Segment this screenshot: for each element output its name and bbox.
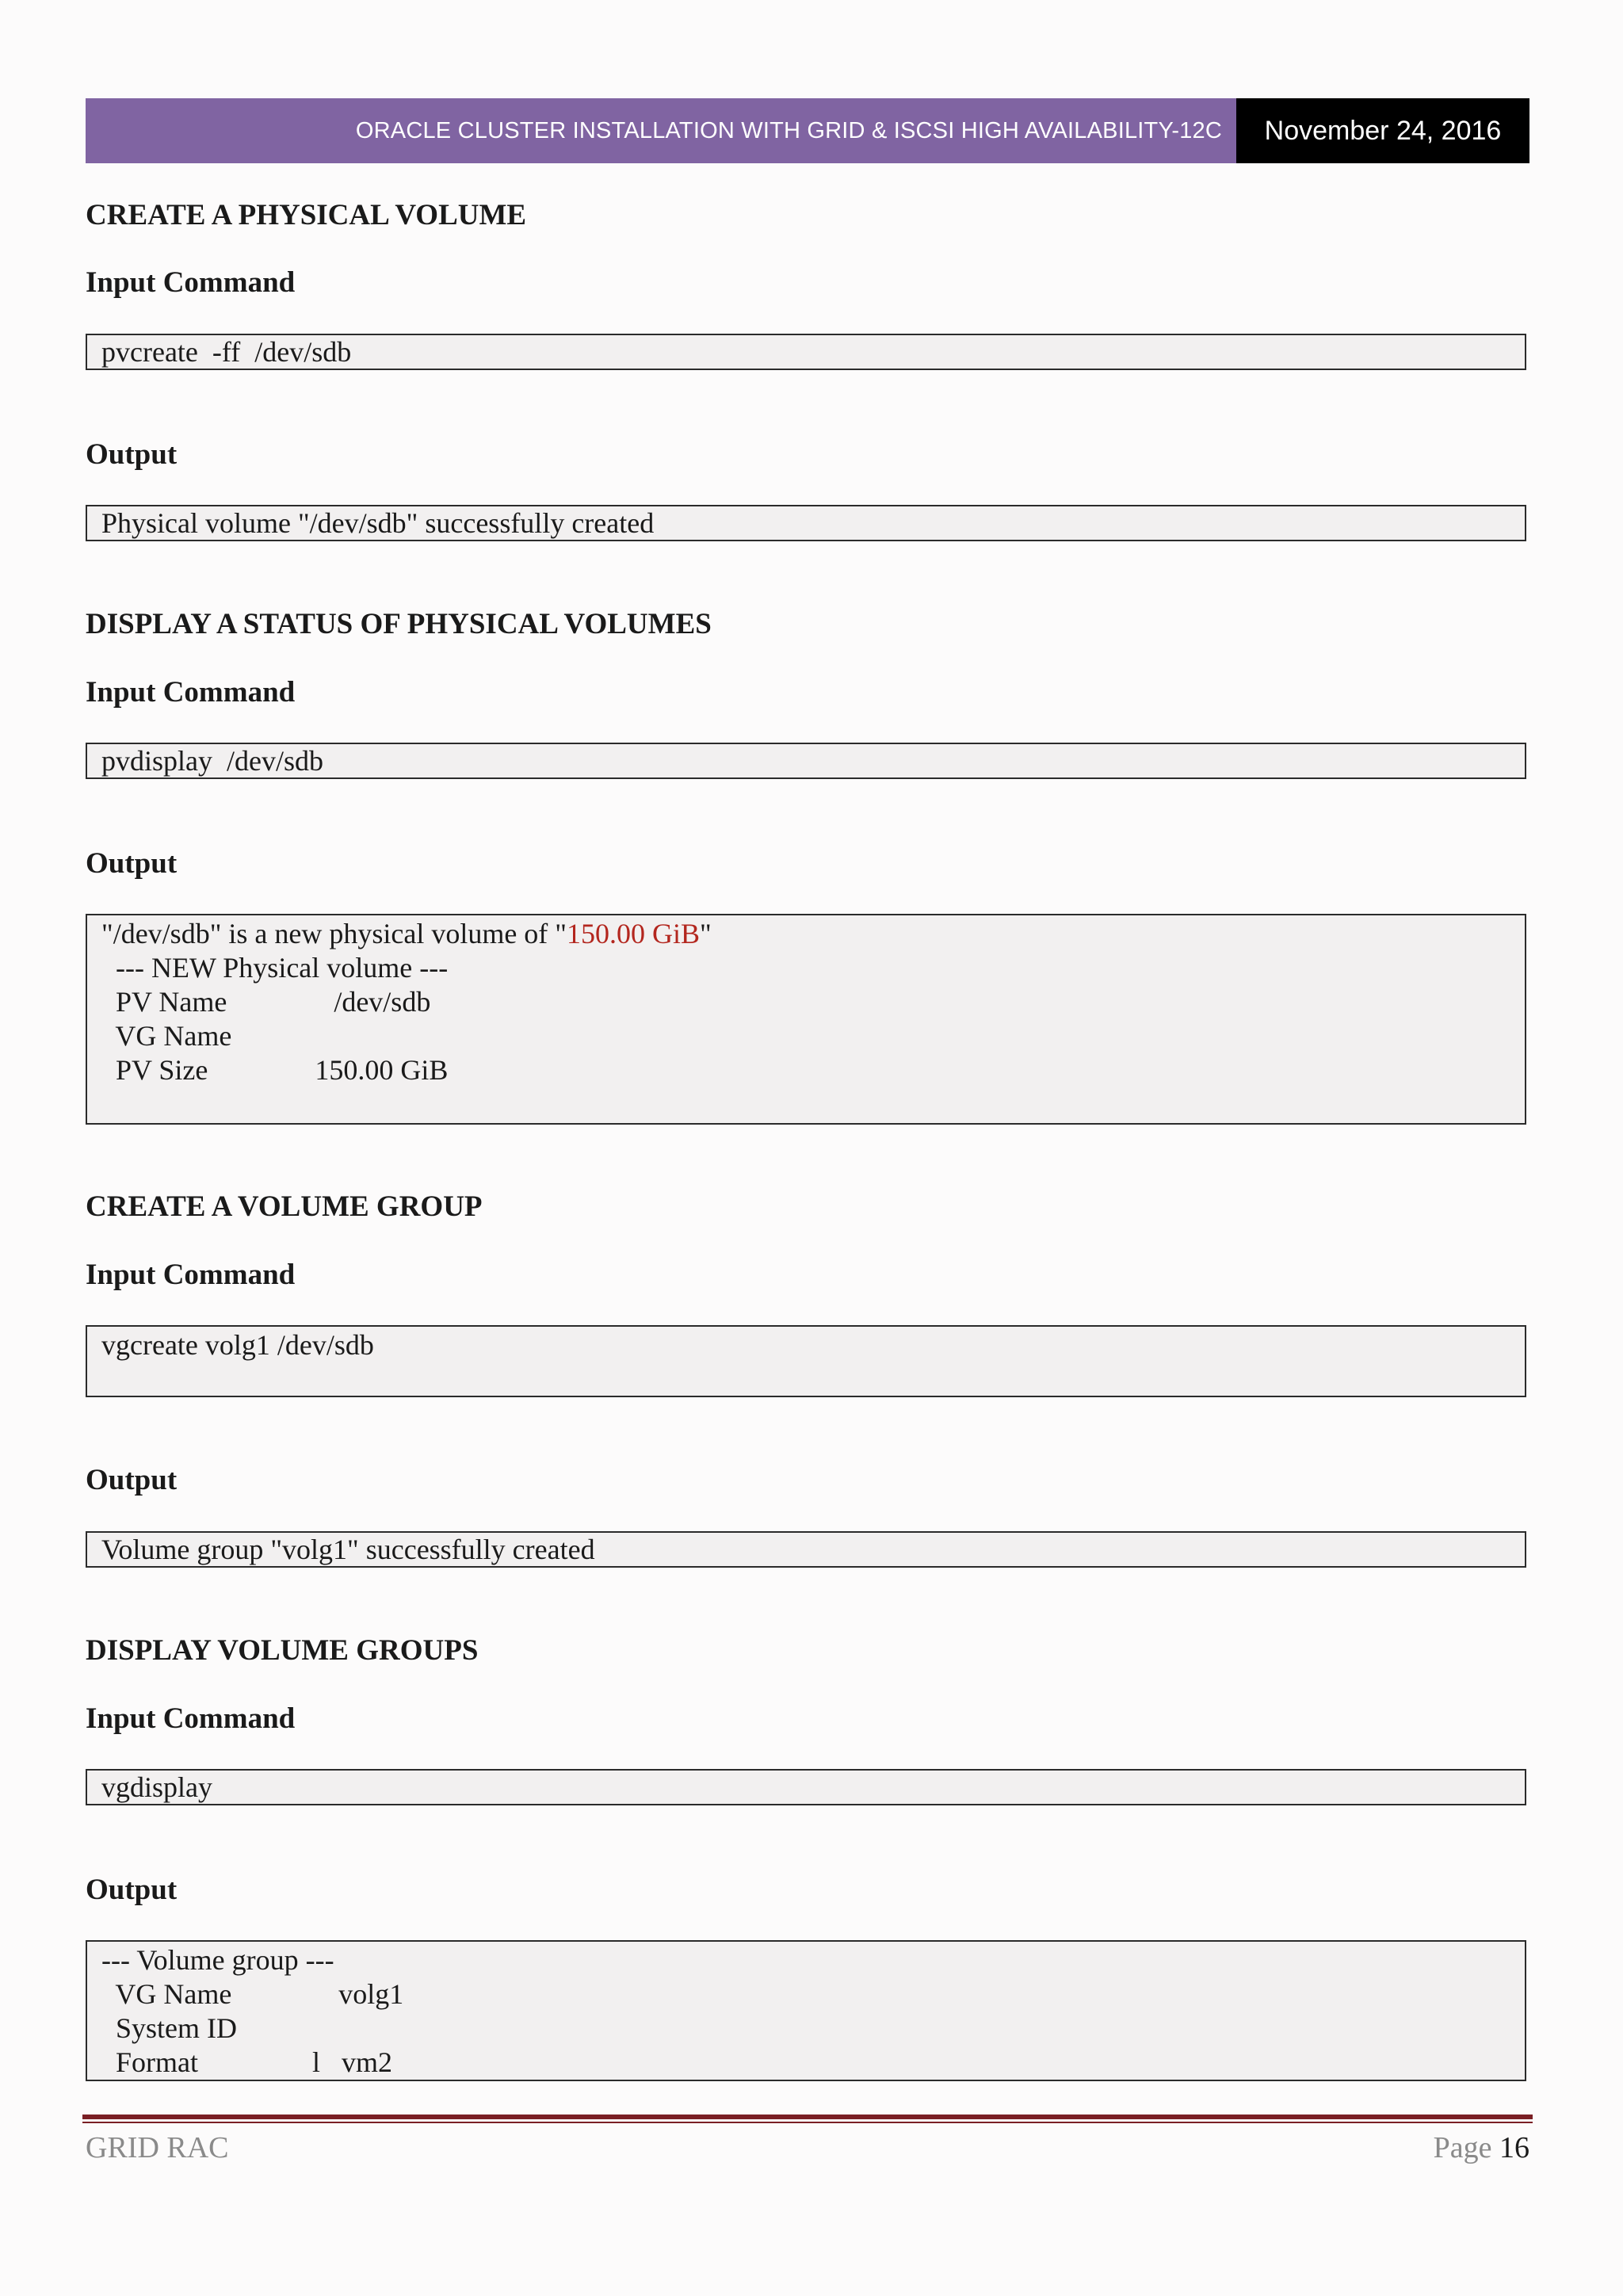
output-line: System ID [101, 2012, 237, 2044]
header-date: November 24, 2016 [1236, 98, 1529, 163]
output-line: PV Size 150.00 GiB [101, 1054, 449, 1086]
output-text: Physical volume "/dev/sdb" successfully created [101, 507, 655, 539]
output-line: --- Volume group --- [101, 1944, 334, 1976]
command-box [86, 743, 1526, 779]
command-box [86, 334, 1526, 370]
footer-divider [82, 2115, 1533, 2119]
footer-doc-name: GRID RAC [86, 2131, 229, 2164]
output-box [86, 1531, 1526, 1568]
output-line [101, 917, 1525, 951]
section-title-display-vg: DISPLAY VOLUME GROUPS [86, 1634, 479, 1667]
output-text: " [700, 918, 712, 949]
output-line: --- NEW Physical volume --- [101, 952, 449, 984]
output-label: Output [86, 1874, 178, 1906]
output-line: PV Name /dev/sdb [101, 986, 431, 1018]
page-number [1434, 2130, 1529, 2165]
section-title-create-vg: CREATE A VOLUME GROUP [86, 1190, 483, 1223]
command-text: vgdisplay [101, 1771, 212, 1803]
command-text: pvcreate -ff /dev/sdb [101, 336, 352, 368]
command-text: pvdisplay /dev/sdb [101, 745, 323, 777]
section-title-display-pv: DISPLAY A STATUS OF PHYSICAL VOLUMES [86, 608, 712, 640]
output-line: VG Name [101, 1020, 232, 1052]
input-command-label: Input Command [86, 266, 296, 299]
command-text: vgcreate volg1 /dev/sdb [101, 1329, 374, 1361]
section-title-create-pv: CREATE A PHYSICAL VOLUME [86, 199, 527, 231]
input-command-label: Input Command [86, 1702, 296, 1735]
input-command-label: Input Command [86, 676, 296, 709]
output-line: VG Name volg1 [101, 1978, 404, 2010]
input-command-label: Input Command [86, 1259, 296, 1291]
command-box [86, 1769, 1526, 1805]
header-title: ORACLE CLUSTER INSTALLATION WITH GRID & ISCSI HIGH AVAILABILITY-12C [86, 98, 1236, 163]
output-line: Format l vm2 [101, 2046, 392, 2078]
page-label: Page [1433, 2131, 1492, 2164]
output-box [86, 1940, 1526, 2081]
output-label: Output [86, 847, 178, 880]
page-number-value: 16 [1499, 2131, 1529, 2164]
output-box [86, 914, 1526, 1125]
page-header [86, 98, 1529, 163]
output-box [86, 505, 1526, 541]
command-box [86, 1325, 1526, 1397]
output-text: "/dev/sdb" is a new physical volume of " [101, 918, 567, 949]
footer-divider-thin [82, 2122, 1533, 2123]
output-label: Output [86, 438, 178, 471]
output-text: Volume group "volg1" successfully created [101, 1534, 595, 1565]
size-highlight: 150.00 GiB [567, 918, 701, 949]
output-label: Output [86, 1464, 178, 1496]
